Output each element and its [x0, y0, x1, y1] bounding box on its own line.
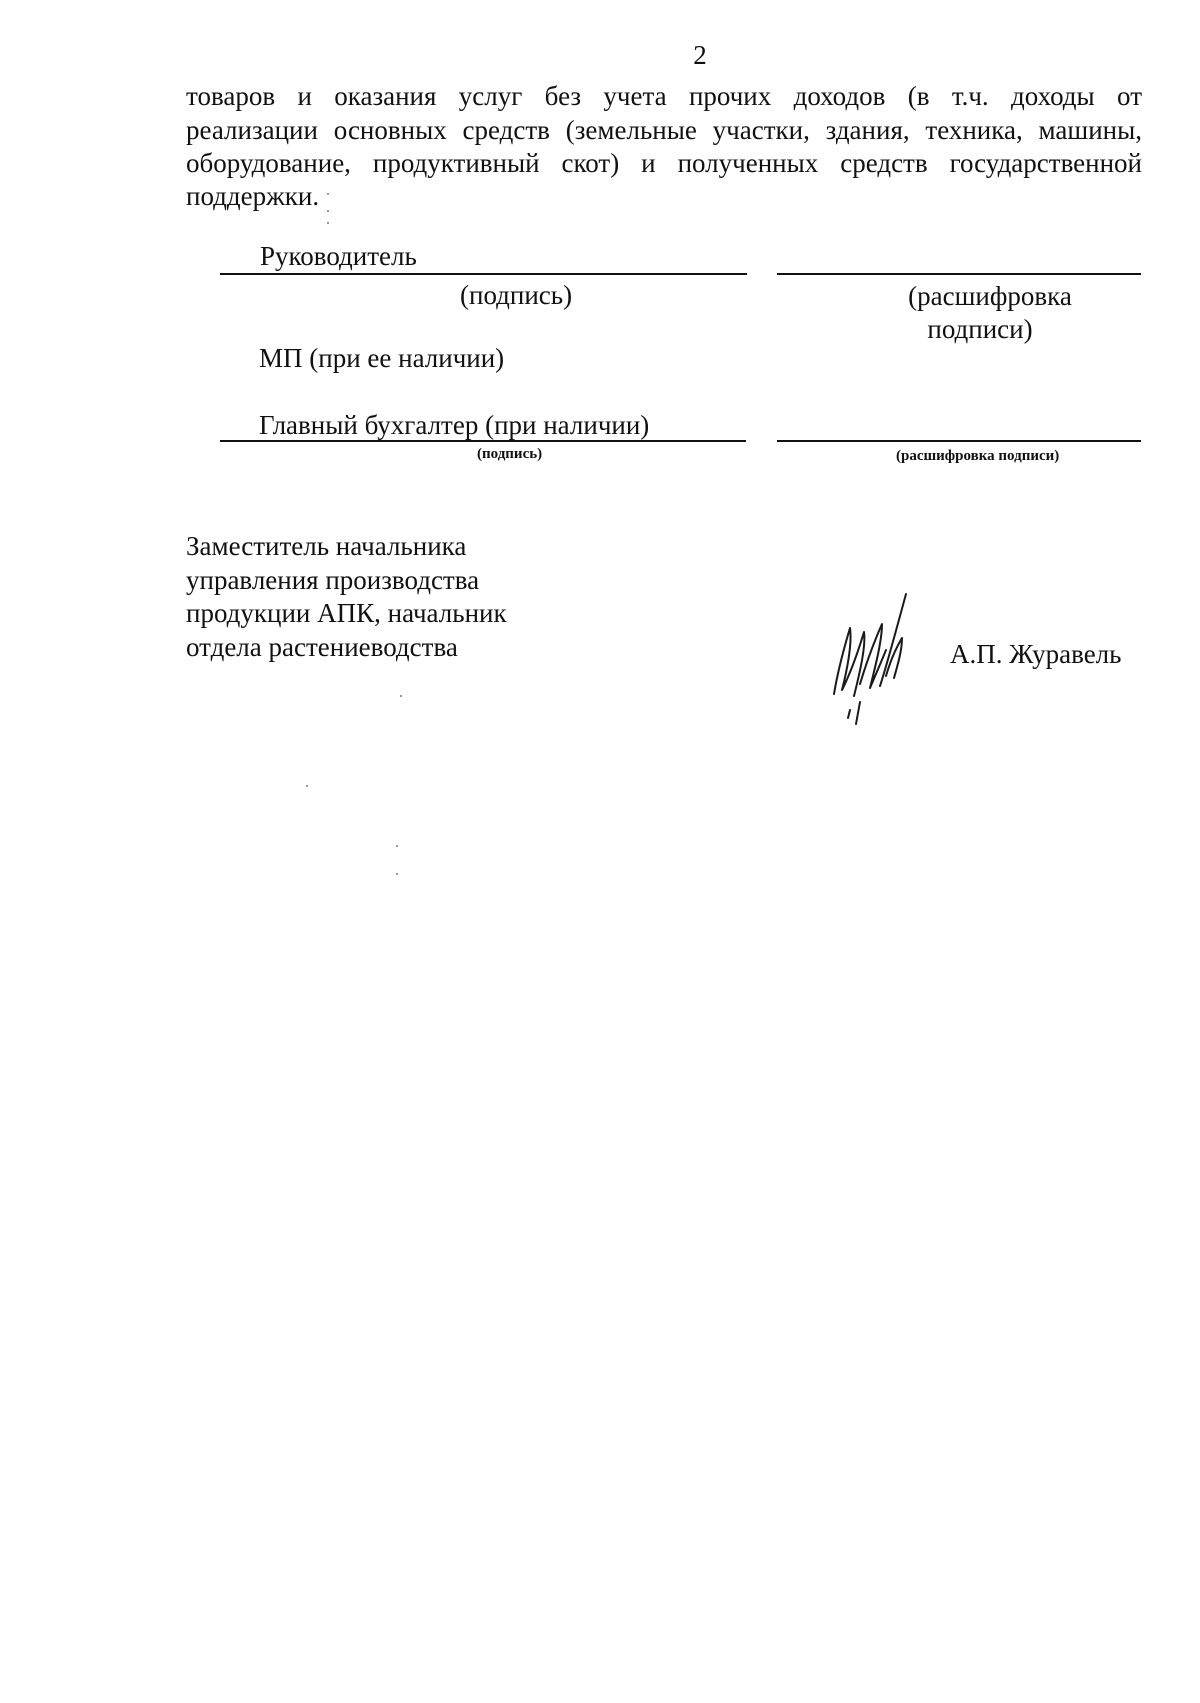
head-signature-line: [220, 273, 747, 275]
chief-accountant-label: Главный бухгалтер (при наличии): [259, 410, 650, 440]
scan-speck: [306, 785, 308, 787]
head-decoding-line: [777, 273, 1141, 275]
scan-speck: [327, 222, 329, 224]
decoding-caption-line1: (расшифровка: [908, 281, 1072, 311]
scan-speck: [327, 210, 329, 212]
head-label: Руководитель: [260, 241, 417, 271]
page-number: 2: [693, 40, 707, 70]
paragraph-line-1: товаров и оказания услуг без учета прочих доходов (в т.ч. доходы от: [186, 81, 1142, 111]
handwritten-signature: [820, 590, 930, 725]
paragraph-line-3: оборудование, продуктивный скот) и полученных средств государственной: [186, 148, 1142, 178]
decoding-caption-line2: подписи): [927, 314, 1033, 344]
scan-speck: [400, 695, 402, 697]
scan-speck: [396, 845, 398, 847]
position-line-2: управления производства: [186, 565, 480, 595]
seal-note: МП (при ее наличии): [259, 343, 505, 373]
small-decoding-caption: (расшифровка подписи): [896, 448, 1060, 464]
accountant-signature-line: [220, 440, 746, 442]
position-line-3: продукции АПК, начальник: [186, 598, 507, 628]
position-line-1: Заместитель начальника: [186, 531, 467, 561]
small-signature-caption: (подпись): [477, 446, 543, 462]
scan-speck: [327, 193, 329, 195]
signatory-name: А.П. Журавель: [950, 639, 1122, 669]
paragraph-line-2: реализации основных средств (земельные участки, здания, техника, машины,: [186, 115, 1142, 145]
accountant-decoding-line: [777, 440, 1141, 442]
position-line-4: отдела растениеводства: [186, 632, 458, 662]
scan-speck: [396, 873, 398, 875]
signature-caption: (подпись): [460, 280, 573, 310]
paragraph-line-4: поддержки.: [186, 181, 320, 211]
